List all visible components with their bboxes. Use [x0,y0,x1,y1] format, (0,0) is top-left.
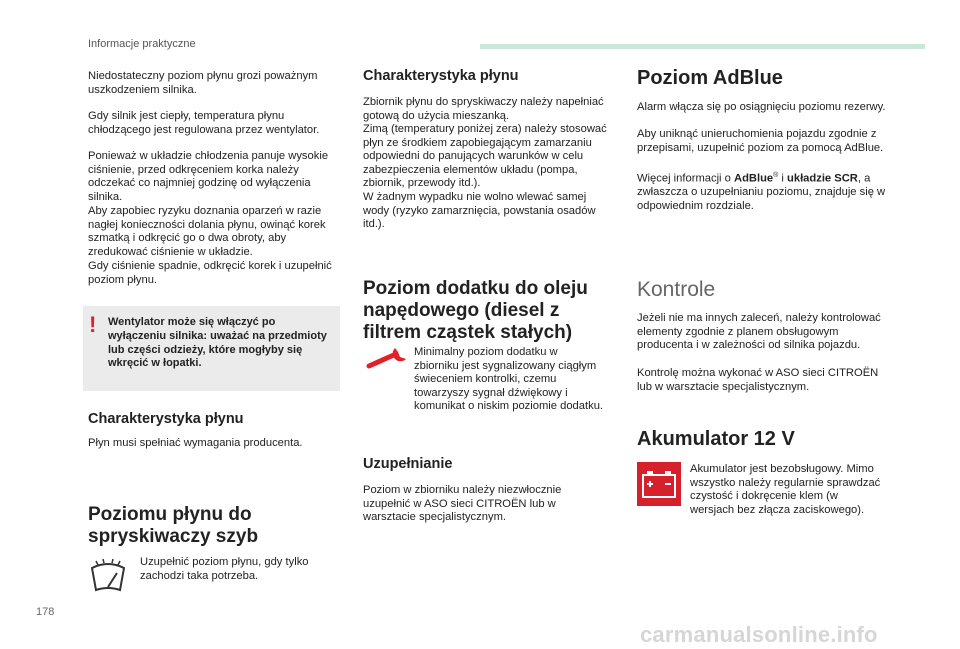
paragraph: Gdy ciśnienie spadnie, odkręcić korek i uzupełnić poziom płynu. [88,260,332,286]
battery-icon [637,462,681,506]
wrench-icon [366,344,410,374]
paragraph: Poziom w zbiorniku należy niezwłocznie uzupełnić w ASO sieci CITROËN lub w warsztacie specjalistycznym. [363,484,562,524]
watermark: carmanualsonline.info [640,622,878,647]
warning-icon: ! [89,312,97,337]
paragraph: Akumulator jest bezobsługowy. Mimo wszystko należy regularnie sprawdzać czystość i dokręcenie klem (w wersjach bez złącza zaciskowego). [690,463,881,516]
paragraph: Niedostateczny poziom płynu grozi poważnym uszkodzeniem silnika. [88,70,318,96]
paragraph: Aby zapobiec ryzyku doznania oparzeń w razie nagłej konieczności dolania płynu, owinąć korek szmatką i odkręcić go o dwa obroty, aby zredukować ciśnienie w układzie. [88,205,326,258]
heading-fluid-spec: Charakterystyka płynu [88,411,244,427]
paragraph: Więcej informacji o AdBlue® i układzie SCR, a zwłaszcza o uzupełnianiu poziomu, znajduje się w odpowiednim rozdziale. [637,172,886,212]
warning-text: Wentylator może się włączyć po wyłączeniu silnika: uważać na przedmioty lub części odzieży, które mogłyby się wkręcić w łopatki. [108,316,327,370]
heading-kontrole: Kontrole [637,278,716,301]
paragraph: Alarm włącza się po osiągnięciu poziomu rezerwy. [637,101,886,113]
page-number: 178 [36,606,55,618]
paragraph: Gdy silnik jest ciepły, temperatura płynu chłodzącego jest regulowana przez wentylator. [88,110,320,136]
paragraph: W żadnym wypadku nie wolno wlewać samej wody (ryzyko zamarznięcia, powstania osadów itd.). [363,191,596,231]
wiper-icon [88,556,128,596]
heading-diesel-additive: Poziom dodatku do oleju napędowego (diesel z filtrem cząstek stałych) [363,278,588,343]
paragraph: Płyn musi spełniać wymagania producenta. [88,437,303,449]
paragraph: Kontrolę można wykonać w ASO sieci CITROËN lub w warsztacie specjalistycznym. [637,367,879,393]
heading-battery: Akumulator 12 V [637,428,795,450]
header-accent-bar [480,44,925,49]
heading-adblue: Poziom AdBlue [637,67,783,89]
paragraph: Minimalny poziom dodatku w zbiorniku jest sygnalizowany ciągłym świeceniem kontrolki, czemu towarzyszy sygnał dźwiękowy i komunikat o niskim poziomie dodatku. [414,346,604,413]
paragraph: Jeżeli nie ma innych zaleceń, należy kontrolować elementy zgodnie z planem obsługowym producenta i w zależności od silnika pojazdu. [637,312,881,352]
paragraph: Uzupełnić poziom płynu, gdy tylko zachodzi taka potrzeba. [140,556,309,582]
paragraph: Aby uniknąć unieruchomienia pojazdu zgodnie z przepisami, uzupełnić poziom za pomocą AdBlue. [637,128,884,154]
paragraph: Ponieważ w układzie chłodzenia panuje wysokie ciśnienie, przed odkręceniem korka należy odczekać co najmniej godzinę od wyłączenia silnika. [88,150,329,203]
heading-washer-level: Poziomu płynu do spryskiwaczy szyb [88,504,259,547]
heading-refill: Uzupełnianie [363,456,453,472]
section-header: Informacje praktyczne [88,38,196,50]
paragraph: Zimą (temperatury poniżej zera) należy stosować płyn ze środkiem zapobiegającym zamarzaniu odpowiedni do panujących warunków w celu zabezpieczenia elementów układu (pompa, zbiornik, przewody itd.). [363,123,607,190]
heading-fluid-spec: Charakterystyka płynu [363,68,519,84]
paragraph: Zbiornik płynu do spryskiwaczy należy napełniać gotową do użycia mieszanką. [363,96,604,122]
